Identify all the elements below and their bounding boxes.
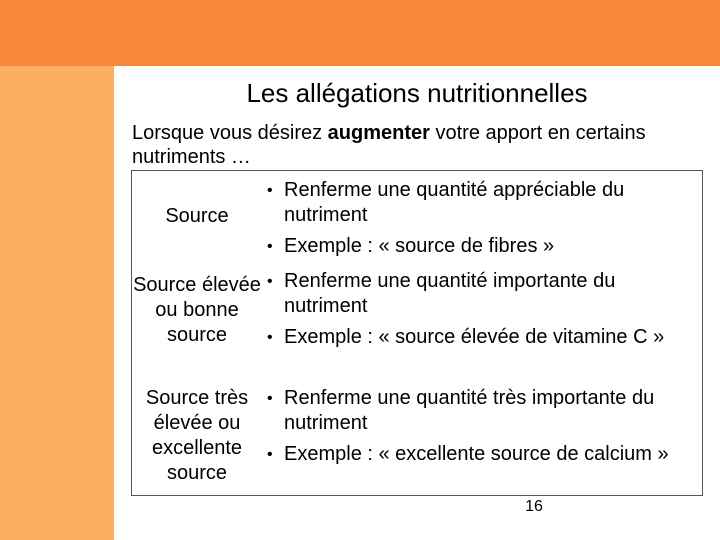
bullet-icon: • xyxy=(267,182,273,199)
row-description xyxy=(266,178,700,259)
intro-text xyxy=(132,121,692,169)
list-item-text: Renferme une quantité appréciable du nutriment xyxy=(284,179,625,226)
list-item xyxy=(266,386,700,436)
bullet-icon: • xyxy=(267,390,273,407)
list-item xyxy=(266,269,700,319)
intro-text-emphasis: augmenter xyxy=(327,122,430,144)
left-orange-band xyxy=(0,66,114,540)
list-item xyxy=(266,234,700,259)
bullet-icon: • xyxy=(267,446,273,463)
list-item-text: Renferme une quantité importante du nutriment xyxy=(284,270,616,317)
list-item xyxy=(266,325,700,350)
row-description xyxy=(266,269,700,350)
table-row xyxy=(132,171,702,263)
table-row xyxy=(132,377,702,495)
list-item-text: Exemple : « source élevée de vitamine C » xyxy=(284,326,665,348)
top-orange-band xyxy=(0,0,720,66)
list-item-text: Exemple : « source de fibres » xyxy=(284,235,555,257)
list-item-text: Renferme une quantité très importante du nutriment xyxy=(284,387,655,434)
list-item xyxy=(266,178,700,228)
intro-text-start: Lorsque vous désirez xyxy=(132,122,328,144)
list-item-text: Exemple : « excellente source de calcium » xyxy=(284,443,669,465)
bullet-icon: • xyxy=(267,329,273,346)
bullet-icon: • xyxy=(267,238,273,255)
row-description xyxy=(266,386,700,467)
table-row xyxy=(132,263,702,377)
slide-title: Les allégations nutritionnelles xyxy=(246,78,588,108)
page-number: 16 xyxy=(525,498,543,515)
intro-text-end: votre apport en certains nutriments … xyxy=(132,122,646,168)
row-label: Source très élevée ou excellente source xyxy=(145,387,249,484)
row-label: Source xyxy=(165,205,229,227)
claims-table xyxy=(131,170,703,496)
list-item xyxy=(266,442,700,467)
bullet-icon: • xyxy=(267,273,273,290)
row-label: Source élevée ou bonne source xyxy=(133,274,261,346)
